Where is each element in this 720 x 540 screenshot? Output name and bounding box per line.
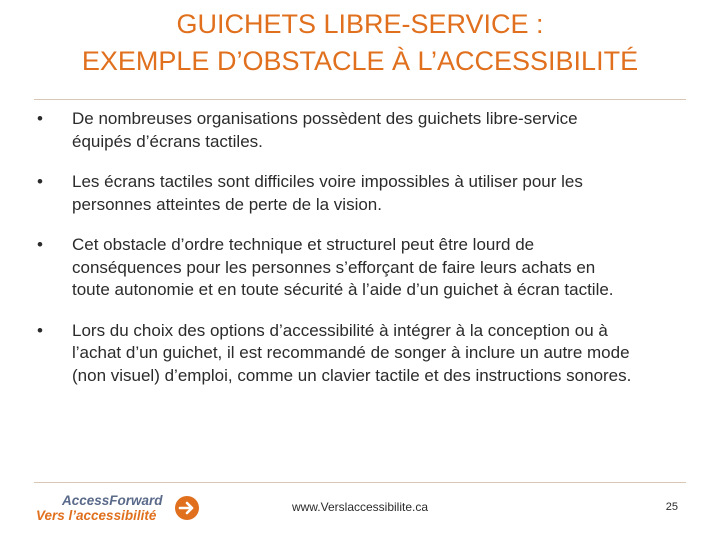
slide-title: [20, 6, 700, 80]
slide-title-line-1: GUICHETS LIBRE-SERVICE :: [176, 9, 544, 39]
bullet-item: [30, 234, 690, 302]
bullet-line: équipés d’écrans tactiles.: [72, 131, 263, 151]
bullet-marker: •: [37, 235, 43, 254]
bullet-line: (non visuel) d’emploi, comme un clavier tactile et des instructions sonores.: [72, 365, 632, 385]
footer-website-url: www.Verslaccessibilite.ca: [291, 500, 429, 514]
bullet-line: Les écrans tactiles sont difficiles voire impossibles à utiliser pour les: [72, 172, 583, 191]
bullet-text: [72, 234, 690, 302]
title-divider: [34, 99, 686, 100]
bullet-item: [30, 108, 690, 153]
bullet-text: [72, 108, 690, 153]
bullet-line: toute autonomie et en toute sécurité à l’aide d’un guichet à écran tactile.: [72, 280, 614, 299]
bullet-line: De nombreuses organisations possèdent des guichets libre-service: [72, 109, 578, 128]
footer-divider: [34, 482, 686, 483]
bullet-marker: •: [37, 172, 43, 191]
bullet-text: [72, 320, 690, 388]
accessforward-logo: [34, 493, 204, 525]
bullet-line: Cet obstacle d’ordre technique et structurel peut être lourd de: [72, 235, 535, 254]
page-number: 25: [665, 501, 678, 513]
bullet-text: [72, 171, 690, 216]
slide-title-line-2: EXEMPLE D’OBSTACLE À L’ACCESSIBILITÉ: [81, 46, 639, 76]
bullet-line: Lors du choix des options d’accessibilité à intégrer à la conception ou à: [72, 320, 608, 340]
bullet-marker: •: [37, 109, 43, 128]
bullet-line: personnes atteintes de perte de la vision.: [72, 194, 382, 214]
bullet-item: [30, 171, 690, 216]
bullet-marker: •: [37, 320, 43, 340]
arrow-right-circle-icon: [174, 495, 200, 521]
bullet-line: conséquences pour les personnes s’efforçant de faire leurs achats en: [72, 257, 596, 277]
bullet-item: [30, 320, 690, 388]
logo-tagline: Vers l’accessibilité: [36, 508, 157, 523]
bullet-list: [30, 108, 690, 405]
logo-brand-name: AccessForward: [62, 493, 163, 508]
bullet-line: l’achat d’un guichet, il est recommandé de songer à inclure un autre mode: [72, 343, 630, 362]
